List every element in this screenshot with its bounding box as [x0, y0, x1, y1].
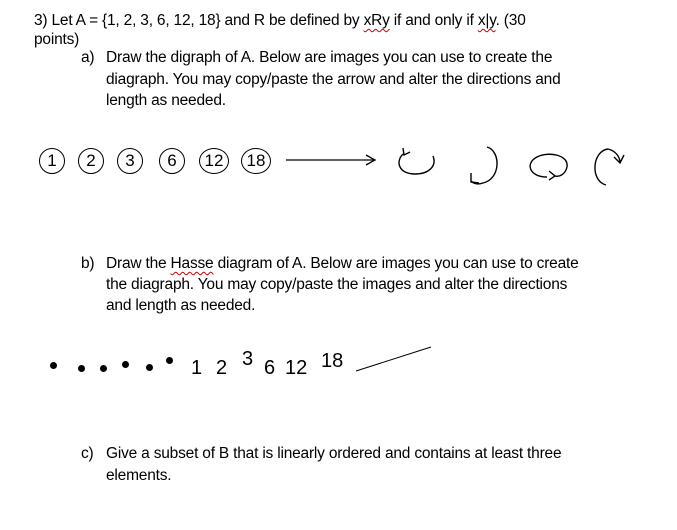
hasse-label-6[interactable]: 6	[264, 357, 276, 379]
question-text-mid: if and only if	[389, 12, 478, 29]
digraph-node-2[interactable]: 2	[78, 148, 104, 174]
question-line-1	[34, 11, 526, 31]
hasse-label-18[interactable]: 18	[321, 350, 344, 372]
digraph-node-12[interactable]: 12	[199, 148, 229, 174]
part-c-marker: c)	[81, 445, 94, 462]
part-b-line-1	[106, 254, 579, 274]
straight-arrow-icon[interactable]	[285, 152, 380, 168]
part-a-marker: a)	[81, 49, 95, 66]
hasse-label-12[interactable]: 12	[285, 357, 308, 379]
loop-arrow-icon[interactable]	[590, 143, 626, 191]
question-text-suffix: . (30	[495, 12, 526, 29]
question-line-2: points)	[34, 31, 80, 48]
part-b-marker: b)	[81, 255, 95, 272]
hasse-label-1[interactable]: 1	[191, 357, 203, 379]
question-text-prefix: 3) Let A = {1, 2, 3, 6, 12, 18} and R be defined by	[34, 12, 364, 29]
relation-x-divides-y: x|y	[477, 12, 496, 29]
hasse-dot[interactable]	[146, 364, 153, 371]
hasse-dot[interactable]	[122, 361, 129, 368]
part-a-line-1: Draw the digraph of A. Below are images you can use to create the	[106, 49, 553, 66]
loop-arrow-icon[interactable]	[525, 149, 571, 183]
loop-arrow-icon[interactable]	[395, 146, 439, 178]
hasse-label-3[interactable]: 3	[242, 348, 254, 370]
hasse-edge-line[interactable]	[355, 345, 433, 373]
hasse-dot[interactable]	[78, 365, 85, 372]
part-b-line-3: and length as needed.	[106, 297, 256, 314]
part-a-line-2: diagraph. You may copy/paste the arrow and alter the directions and	[106, 71, 561, 88]
digraph-node-1[interactable]: 1	[39, 148, 65, 174]
part-b-line-2: the diagraph. You may copy/paste the images and alter the directions	[106, 276, 568, 293]
digraph-node-18[interactable]: 18	[241, 148, 271, 174]
part-b-text-prefix: Draw the	[106, 255, 171, 272]
digraph-node-6[interactable]: 6	[159, 148, 185, 174]
loop-arrow-icon[interactable]	[467, 143, 503, 189]
relation-xry: xRy	[363, 12, 390, 29]
hasse-word: Hasse	[170, 255, 214, 272]
hasse-dot[interactable]	[100, 365, 107, 372]
part-c-line-2: elements.	[106, 467, 172, 484]
hasse-dot[interactable]	[166, 357, 173, 364]
hasse-dot[interactable]	[50, 362, 57, 369]
digraph-node-3[interactable]: 3	[117, 148, 143, 174]
hasse-label-2[interactable]: 2	[216, 357, 228, 379]
part-a-line-3: length as needed.	[106, 92, 226, 109]
part-c-line-1: Give a subset of B that is linearly ordered and contains at least three	[106, 445, 562, 462]
part-b-text-suffix: diagram of A. Below are images you can use to create	[213, 255, 579, 272]
